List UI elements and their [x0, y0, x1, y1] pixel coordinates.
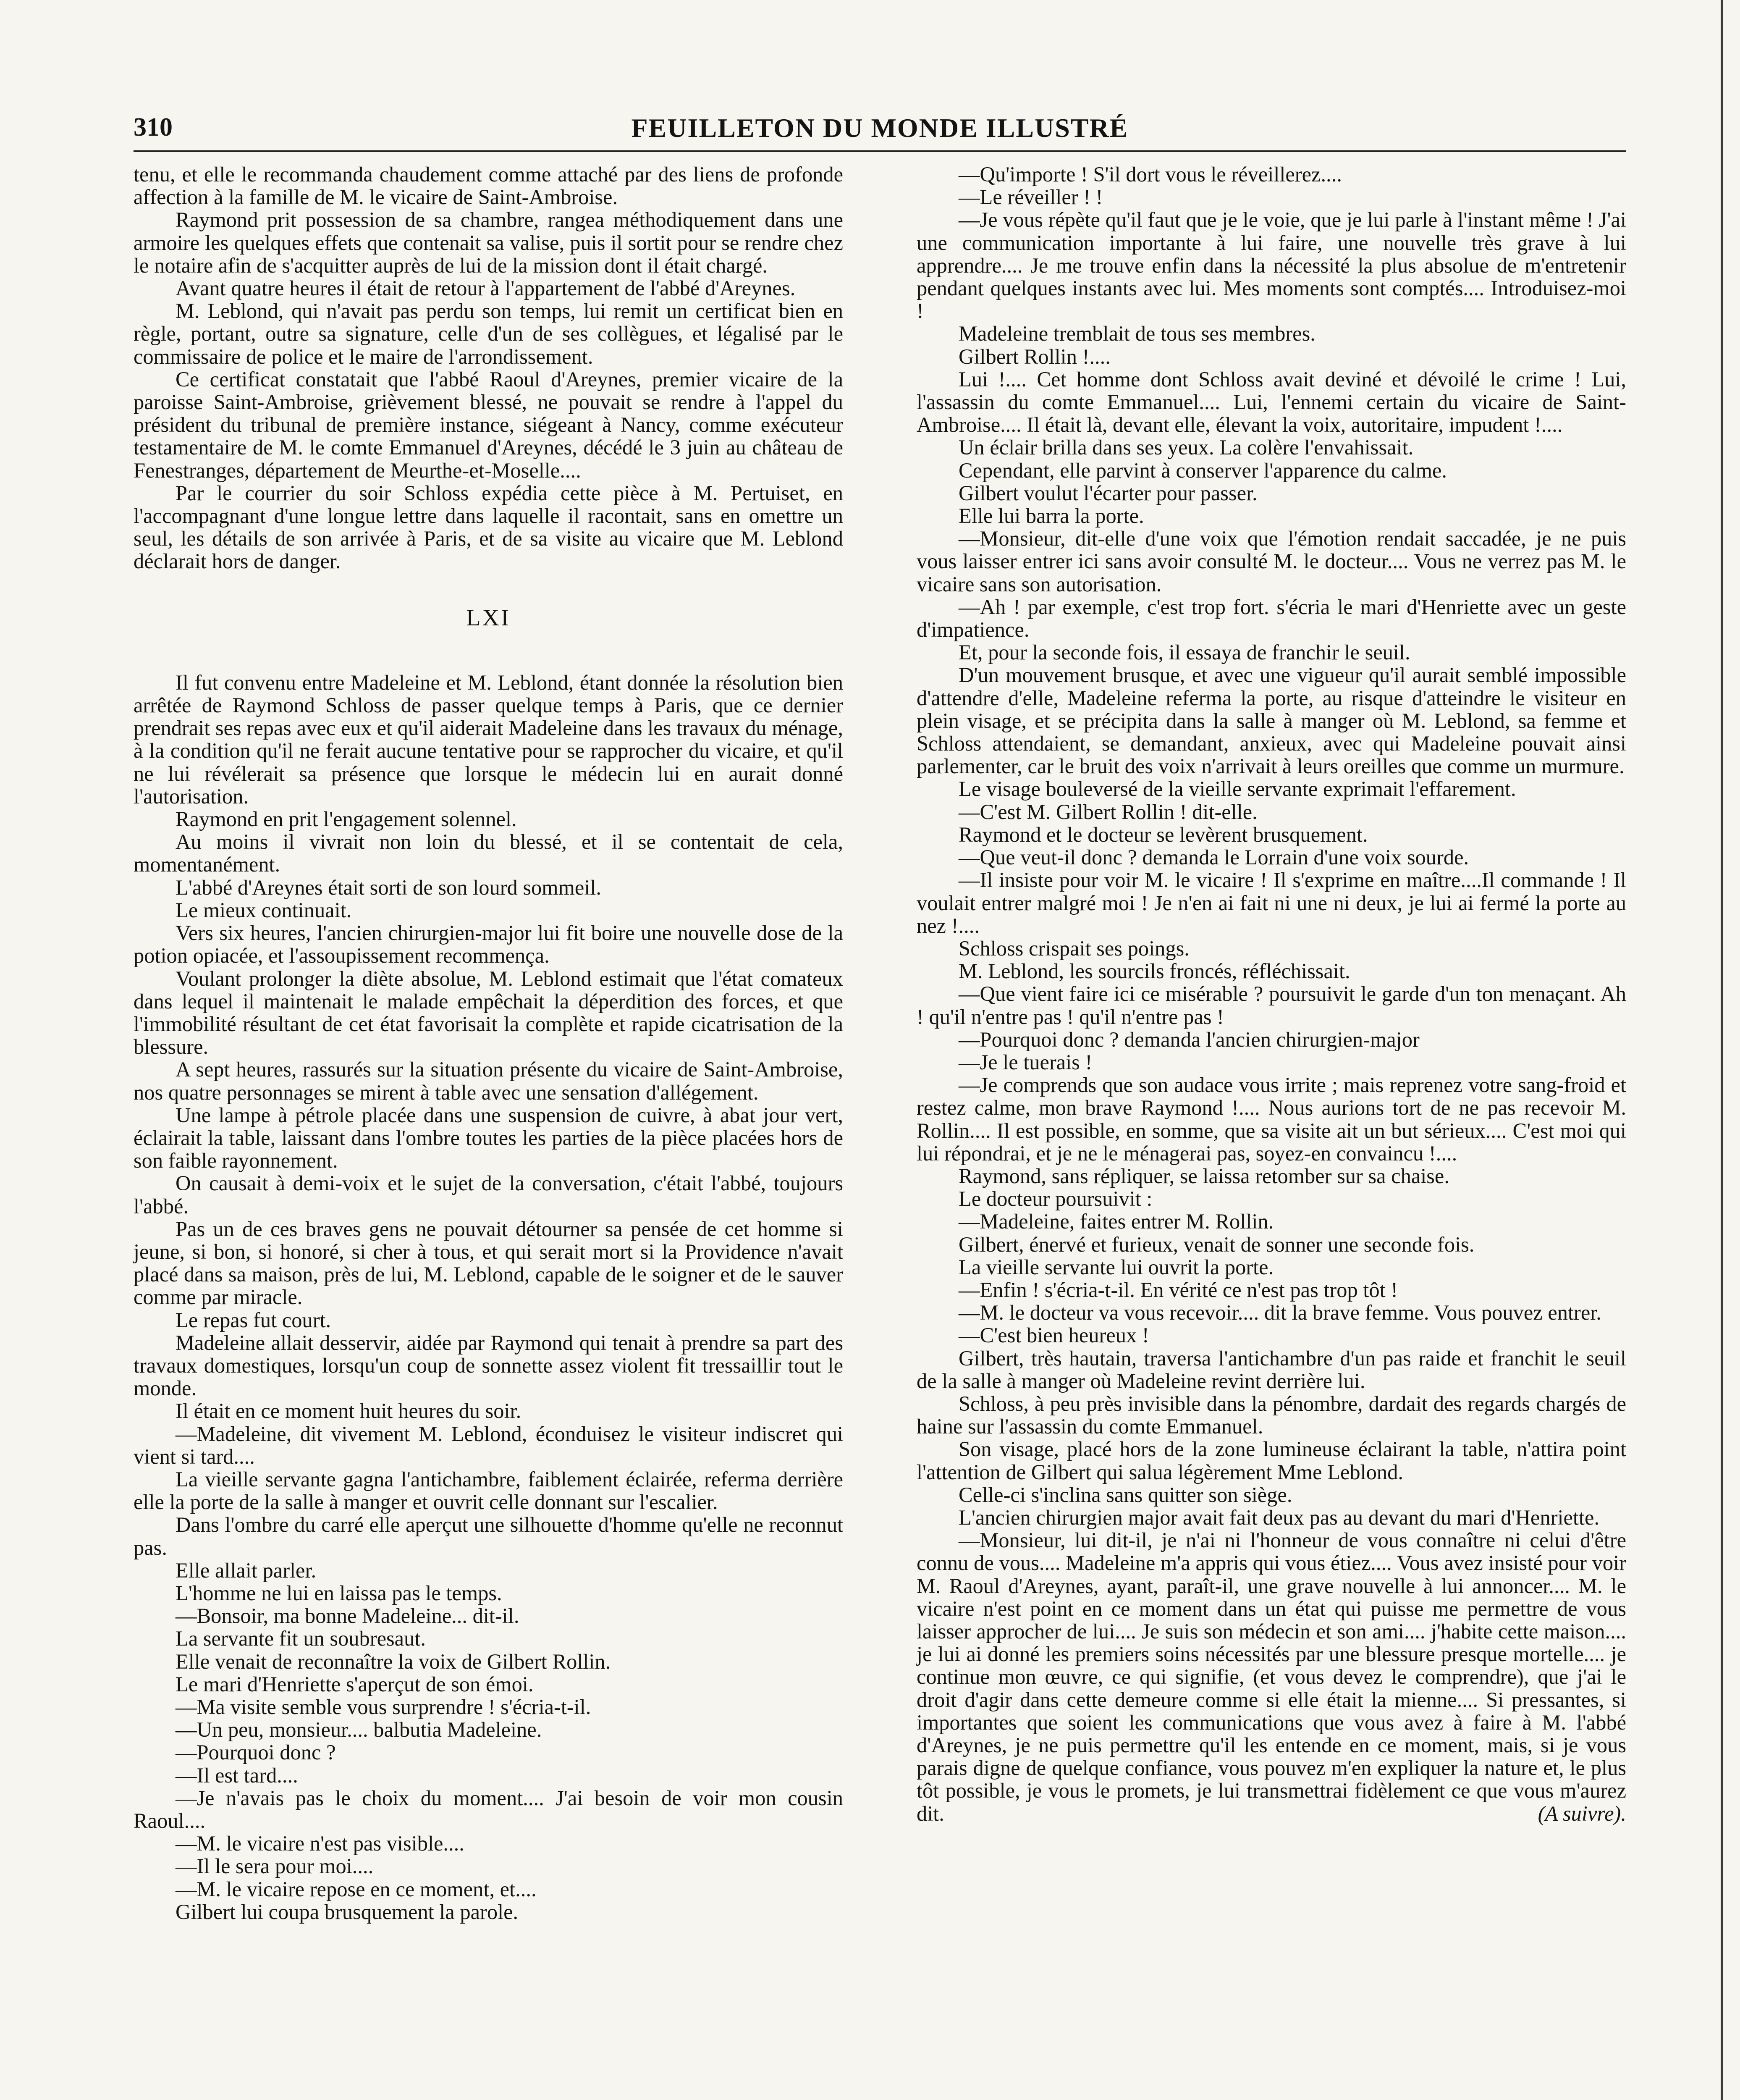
paragraph: —Je le tuerais ! — [959, 1050, 1093, 1074]
paragraph: Il fut convenu entre Madeleine et M. Leblond, étant donnée la résolution bien arrêtée de Raymond Schloss de passer quelque temps à Paris, que ce dernier prendrait ses repas avec eux et qu'il aiderait Madeleine dans les travaux du ménage, à la condition qu'il ne ferait aucune tentative pour se rapprocher du vicaire, et qu'il ne lui révélerait sa présence que lorsque le médecin lui en aurait donné l'autorisation. — [134, 670, 843, 808]
paragraph: Le visage bouleversé de la vieille servante exprimait l'effarement. — [959, 777, 1516, 801]
paragraph: —C'est M. Gilbert Rollin ! dit-elle. — [959, 800, 1258, 824]
paragraph: Raymond et le docteur se levèrent brusquement. — [959, 822, 1368, 846]
paragraph: Il était en ce moment huit heures du soir. — [176, 1399, 521, 1423]
paragraph: La vieille servante lui ouvrit la porte. — [959, 1255, 1274, 1279]
paragraph: —Je n'avais pas le choix du moment.... J'ai besoin de voir mon cousin Raoul.... — [134, 1786, 843, 1833]
page-header — [134, 113, 1626, 150]
paragraph: Gilbert voulut l'écarter pour passer. — [959, 481, 1258, 505]
paragraph: —Il le sera pour moi.... — [176, 1854, 374, 1878]
paragraph: Avant quatre heures il était de retour à l'appartement de l'abbé d'Areynes. — [176, 276, 796, 300]
paragraph: —Que vient faire ici ce misérable ? poursuivit le garde d'un ton menaçant. Ah ! qu'il n'entre pas ! qu'il n'entre pas ! — [917, 982, 1626, 1029]
paragraph: La servante fit un soubresaut. — [176, 1627, 426, 1651]
paragraph: Un éclair brilla dans ses yeux. La colère l'envahissait. — [959, 436, 1414, 459]
paragraph: Et, pour la seconde fois, il essaya de franchir le seuil. — [959, 640, 1410, 664]
paragraph: Elle lui barra la porte. — [959, 504, 1144, 528]
paragraph: —Il insiste pour voir M. le vicaire ! Il s'exprime en maître....Il commande ! Il voulait entrer malgré moi ! Je n'en ai fait ni une ni deux, je lui ai fermé la porte au nez !.... — [917, 868, 1626, 937]
paragraph: Le repas fut court. — [176, 1308, 331, 1332]
to-be-continued: (A suivre). — [1538, 1801, 1626, 1825]
paragraph: L'homme ne lui en laissa pas le temps. — [176, 1581, 502, 1605]
paragraph: Ce certificat constatait que l'abbé Raoul d'Areynes, premier vicaire de la paroisse Saint-Ambroise, grièvement blessé, ne pouvait se rendre à l'appel du président du tribunal de première instance, siégeant à Nancy, comme exécuteur testamentaire de M. le comte Emmanuel d'Areynes, décédé le 3 juin au château de Fenestranges, département de Meurthe-et-Moselle.... — [134, 367, 843, 482]
right-column — [917, 163, 1626, 1825]
paragraph: —M. le vicaire repose en ce moment, et.... — [176, 1877, 537, 1901]
paragraph: —Il est tard.... — [176, 1763, 298, 1787]
paragraph: —Monsieur, dit-elle d'une voix que l'émotion rendait saccadée, je ne puis vous laisser entrer ici sans avoir consulté M. le docteur.... Vous ne verrez pas M. le vicaire sans son autorisation. — [917, 527, 1626, 596]
paragraph: tenu, et elle le recommanda chaudement comme attaché par des liens de profonde affection à la famille de M. le vicaire de Saint-Ambroise. — [134, 163, 843, 209]
paragraph: Le docteur poursuivit : — [959, 1187, 1153, 1211]
paragraph: —Enfin ! s'écria-t-il. En vérité ce n'est pas trop tôt ! — [959, 1278, 1398, 1302]
paragraph: Gilbert Rollin !.... — [959, 344, 1111, 368]
paragraph: —Que veut-il donc ? demanda le Lorrain d'une voix sourde. — [959, 845, 1469, 869]
paragraph: —Ah ! par exemple, c'est trop fort. s'écria le mari d'Henriette avec un geste d'impatience. — [917, 595, 1626, 642]
paragraph: Schloss, à peu près invisible dans la pénombre, dardait des regards chargés de haine sur l'assassin du comte Emmanuel. — [917, 1391, 1626, 1438]
paragraph: —Ma visite semble vous surprendre ! s'écria-t-il. — [176, 1695, 591, 1719]
header-rule — [134, 150, 1626, 152]
left-column — [134, 163, 843, 1923]
paragraph: —Pourquoi donc ? — [176, 1740, 336, 1764]
paragraph: Gilbert, énervé et furieux, venait de sonner une seconde fois. — [959, 1232, 1475, 1256]
left-paragraphs-before — [134, 163, 843, 573]
paragraph: Raymond, sans répliquer, se laissa retomber sur sa chaise. — [959, 1164, 1449, 1188]
paragraph: L'ancien chirurgien major avait fait deux pas au devant du mari d'Henriette. — [959, 1505, 1600, 1529]
paragraph: Le mari d'Henriette s'aperçut de son émoi. — [176, 1672, 534, 1696]
paragraph: —Pourquoi donc ? demanda l'ancien chirurgien-major — [959, 1027, 1420, 1051]
paragraph: D'un mouvement brusque, et avec une vigueur qu'il aurait semblé impossible d'attendre d'elle, Madeleine referma la porte, au risque d'atteindre le visiteur en plein visage, et se précipita dans la salle à manger où M. Leblond, sa femme et Schloss attendaient, se demandant, anxieux, avec qui Madeleine pouvait ainsi parlementer, car le bruit des voix n'arrivait à leurs oreilles que comme un murmure. — [917, 663, 1626, 778]
paragraph: —Madeleine, faites entrer M. Rollin. — [959, 1210, 1274, 1234]
paragraph: —Je comprends que son audace vous irrite ; mais reprenez votre sang-froid et restez calme, mon brave Raymond !.... Nous aurions tort de ne pas recevoir M. Rollin.... Il est possible, en somme, que sa visite ait un but sérieux.... C'est moi qui lui répondrai, et je ne le ménagerai pas, soyez-en convaincu !.... — [917, 1073, 1626, 1165]
paragraph: Elle venait de reconnaître la voix de Gilbert Rollin. — [176, 1649, 611, 1673]
paragraph: Voulant prolonger la diète absolue, M. Leblond estimait que l'état comateux dans lequel il maintenait le malade empêchait la déperdition des forces, et que l'immobilité résultant de cet état favorisait la complète et rapide cicatrisation de la blessure. — [134, 966, 843, 1059]
paragraph: Une lampe à pétrole placée dans une suspension de cuivre, à abat jour vert, éclairait la table, laissant dans l'ombre toutes les parties de la pièce placées hors de son faible rayonnement. — [134, 1103, 843, 1173]
page-edge-line — [1721, 0, 1723, 2100]
paragraph: M. Leblond, qui n'avait pas perdu son temps, lui remit un certificat bien en règle, portant, outre sa signature, celle d'un de ses collègues, et légalisé par le commissaire de police et le maire de l'arrondissement. — [134, 299, 843, 368]
paragraph: Elle allait parler. — [176, 1558, 317, 1582]
paragraph: —Un peu, monsieur.... balbutia Madeleine. — [176, 1718, 542, 1742]
paragraph: Gilbert, très hautain, traversa l'antichambre d'un pas raide et franchit le seuil de la salle à manger où Madeleine revint derrière lui. — [917, 1346, 1626, 1393]
paragraph: Vers six heures, l'ancien chirurgien-major lui fit boire une nouvelle dose de la potion opiacée, et l'assoupissement recommença. — [134, 921, 843, 968]
paragraph: —Je vous répète qu'il faut que je le voie, que je lui parle à l'instant même ! J'ai une communication importante à lui faire, une nouvelle très grave à lui apprendre.... Je me trouve enfin dans la nécessité la plus absolue de m'entretenir pendant quelques instants avec lui. Mes moments sont comptés.... Introduisez-moi ! — [917, 208, 1626, 323]
paragraph: Pas un de ces braves gens ne pouvait détourner sa pensée de cet homme si jeune, si bon, si honoré, si cher à tous, et qui serait mort si la Providence n'avait placé dans sa maison, près de lui, M. Leblond, capable de le soigner et de le sauver comme par miracle. — [134, 1217, 843, 1309]
paragraph: Raymond en prit l'engagement solennel. — [176, 807, 517, 831]
right-paragraphs — [917, 163, 1626, 1825]
paragraph: Au moins il vivrait non loin du blessé, et il se contentait de cela, momentanément. — [134, 830, 843, 877]
paragraph: Celle-ci s'inclina sans quitter son siège. — [959, 1483, 1292, 1507]
paragraph: Lui !.... Cet homme dont Schloss avait deviné et dévoilé le crime ! Lui, l'assassin du comte Emmanuel.... Lui, l'ennemi certain du vicaire de Saint-Ambroise.... Il était là, devant elle, élevant la voix, autoritaire, impudent !.... — [917, 367, 1626, 437]
paragraph: Gilbert lui coupa brusquement la parole. — [176, 1900, 519, 1924]
paragraph: Madeleine allait desservir, aidée par Raymond qui tenait à prendre sa part des travaux domestiques, lorsqu'un coup de sonnette assez violent fit tressaillir tout le monde. — [134, 1331, 843, 1400]
paragraph: On causait à demi-voix et le sujet de la conversation, c'était l'abbé, toujours l'abbé. — [134, 1171, 843, 1218]
paragraph: M. Leblond, les sourcils froncés, réfléchissait. — [959, 959, 1350, 983]
left-paragraphs-after — [134, 671, 843, 1923]
paragraph: Raymond prit possession de sa chambre, rangea méthodiquement dans une armoire les quelques effets que contenait sa valise, puis il sortit pour se rendre chez le notaire afin de s'acquitter auprès de lui de la mission dont il était chargé. — [134, 208, 843, 277]
paragraph: La vieille servante gagna l'antichambre, faiblement éclairée, referma derrière elle la porte de la salle à manger et ouvrit celle donnant sur l'escalier. — [134, 1467, 843, 1514]
paragraph: Par le courrier du soir Schloss expédia cette pièce à M. Pertuiset, en l'accompagnant d'une longue lettre dans laquelle il racontait, sans en omettre un seul, les détails de son arrivée à Paris, et de sa visite au vicaire que M. Leblond déclarait hors de danger. — [134, 481, 843, 573]
chapter-heading: LXI — [466, 604, 511, 631]
paragraph: A sept heures, rassurés sur la situation présente du vicaire de Saint-Ambroise, nos quatre personnages se mirent à table avec une sensation d'allégement. — [134, 1058, 843, 1104]
paragraph: Le mieux continuait. — [176, 898, 352, 922]
paragraph: Dans l'ombre du carré elle aperçut une silhouette d'homme qu'elle ne reconnut pas. — [134, 1513, 843, 1559]
paragraph: —Madeleine, dit vivement M. Leblond, éconduisez le visiteur indiscret qui vient si tard.... — [134, 1422, 843, 1468]
newspaper-page — [134, 113, 1626, 2100]
page-number: 310 — [134, 113, 173, 142]
paragraph: —C'est bien heureux ! — [959, 1323, 1149, 1347]
paragraph: —Le réveiller ! ! — [959, 185, 1103, 209]
paragraph: Son visage, placé hors de la zone lumineuse éclairant la table, n'attira point l'attention de Gilbert qui salua légèrement Mme Leblond. — [917, 1437, 1626, 1484]
paragraph: Schloss crispait ses poings. — [959, 936, 1190, 960]
paragraph: —Qu'importe ! S'il dort vous le réveillerez.... — [959, 163, 1342, 186]
paragraph: —Bonsoir, ma bonne Madeleine... dit-il. — [176, 1604, 519, 1628]
running-title: FEUILLETON DU MONDE ILLUSTRÉ — [631, 113, 1129, 143]
paragraph: L'abbé d'Areynes était sorti de son lourd sommeil. — [176, 875, 601, 899]
paragraph: Cependant, elle parvint à conserver l'apparence du calme. — [959, 458, 1447, 482]
paragraph: Madeleine tremblait de tous ses membres. — [959, 322, 1315, 346]
paragraph: —Monsieur, lui dit-il, je n'ai ni l'honneur de vous connaître ni celui d'être connu de vous.... Madeleine m'a appris qui vous étiez.... Vous avez insisté pour voir M. Raoul d'Areynes, ayant, paraît-il, une grave nouvelle à lui annoncer.... M. le vicaire n'est point en ce moment dans un état qui puisse me permettre de vous laisser approcher de lui.... Je suis son médecin et son ami.... j'habite cette maison.... je lui ai donné les premiers soins nécessités par une blessure presque mortelle.... je continue mon œuvre, ce qui signifie, (et vous devez le comprendre), que j'ai le droit d'agir dans cette demeure comme si elle était la mienne.... Si pressantes, si importantes que soient les communications que vous avez à faire à M. l'abbé d'Areynes, je ne puis permettre qu'il les entende en ce moment, mais, si je vous parais digne de quelque confiance, vous pouvez m'en expliquer la nature et, le plus tôt possible, je vous le promets, je lui transmettrai fidèlement ce que vous m'aurez dit. (A suivre). — [917, 1528, 1626, 1825]
paragraph: —M. le vicaire n'est pas visible.... — [176, 1832, 464, 1856]
paragraph: —M. le docteur va vous recevoir.... dit la brave femme. Vous pouvez entrer. — [959, 1301, 1601, 1325]
